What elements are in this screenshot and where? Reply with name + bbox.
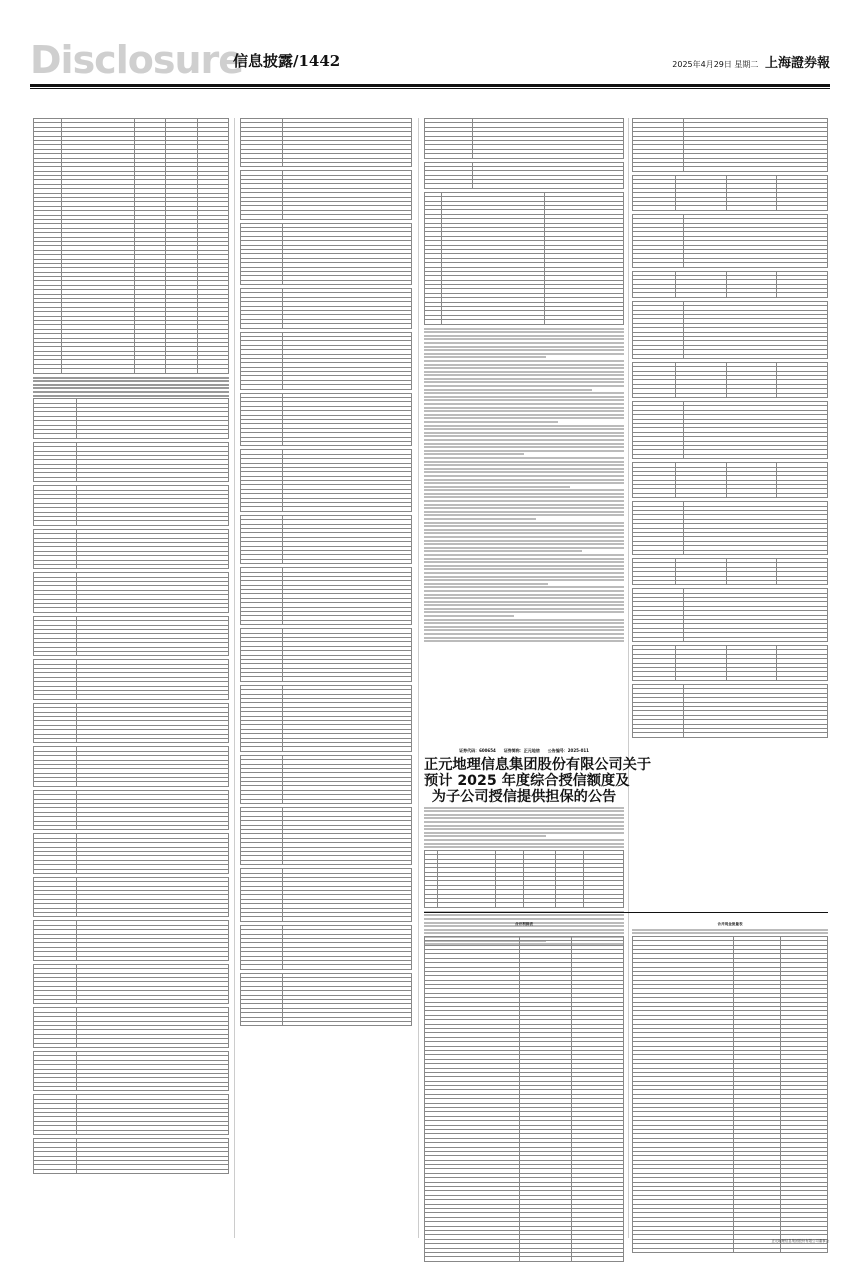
text-line (424, 410, 624, 412)
text-line (424, 843, 624, 845)
info-table (632, 301, 828, 359)
text-line (424, 507, 624, 509)
article-title-line-1: 正元地理信息集团股份有限公司关于 (424, 757, 652, 773)
text-line (424, 331, 624, 333)
text-line (424, 396, 624, 398)
text-line (424, 471, 624, 473)
text-line (424, 633, 624, 635)
income-statement-title: 合并利润表 (515, 922, 533, 926)
text-line (424, 496, 624, 498)
text-line (424, 561, 624, 563)
text-line (424, 335, 624, 337)
info-table (33, 1051, 229, 1092)
info-table (424, 850, 624, 908)
text-line (424, 328, 624, 330)
text-line (424, 576, 624, 578)
info-table (240, 332, 412, 390)
text-line (424, 615, 514, 617)
info-table (424, 936, 624, 1262)
text-line (424, 640, 624, 642)
text-line (424, 550, 582, 552)
text-line (424, 432, 624, 434)
info-table (240, 567, 412, 625)
text-line (424, 918, 624, 920)
stock-code-line: 证券代码：600654 证券简称：正元地信 公告编号：2025-011 (459, 748, 589, 753)
text-line (424, 626, 624, 628)
income-statement (424, 922, 624, 1265)
column-1-tables (33, 118, 229, 1177)
text-line (424, 547, 624, 549)
text-line (424, 594, 624, 596)
text-line (424, 338, 624, 340)
issue-date: 2025年4月29日 星期二 (672, 60, 759, 69)
text-line (424, 572, 624, 574)
text-line (33, 387, 229, 389)
text-line (632, 929, 828, 931)
section-name: 信息披露 (233, 52, 294, 70)
info-table (240, 515, 412, 564)
info-table (33, 964, 229, 1005)
text-line (424, 590, 624, 592)
text-line (424, 425, 624, 427)
article-title-line-2: 预计 2025 年度综合授信额度及 (424, 773, 630, 789)
text-line (424, 932, 624, 934)
text-line (424, 814, 624, 816)
text-line (424, 514, 624, 516)
info-table (33, 877, 229, 918)
info-table (424, 162, 624, 189)
info-table (424, 192, 624, 325)
info-table (632, 214, 828, 268)
text-line (424, 629, 624, 631)
text-line (424, 619, 624, 621)
text-line (424, 604, 624, 606)
section-title-cn (233, 50, 340, 71)
text-line (424, 407, 624, 409)
info-table (632, 362, 828, 398)
text-line (424, 608, 624, 610)
info-table (33, 833, 229, 874)
info-table (240, 868, 412, 922)
text-line (424, 389, 592, 391)
text-line (424, 821, 624, 823)
text-line (33, 391, 229, 393)
info-table (240, 118, 412, 167)
text-line (424, 385, 624, 387)
article-title-line-3: 为子公司授信提供担保的公告 (431, 789, 617, 805)
text-line (424, 558, 624, 560)
text-line (424, 446, 624, 448)
column-4-tables (632, 118, 828, 741)
info-table (240, 973, 412, 1027)
text-line (424, 601, 624, 603)
text-line (424, 349, 624, 351)
page-number: /1442 (293, 52, 341, 70)
text-line (424, 399, 624, 401)
text-line (424, 461, 624, 463)
text-line (424, 518, 536, 520)
text-line (424, 810, 624, 812)
text-line (424, 468, 624, 470)
info-table (33, 1138, 229, 1174)
info-table (632, 271, 828, 298)
info-table (424, 118, 624, 159)
info-table (33, 572, 229, 613)
text-line (424, 536, 624, 538)
info-table (33, 790, 229, 831)
text-line (424, 475, 624, 477)
info-table (632, 462, 828, 498)
masthead-rule (30, 84, 830, 87)
info-table (240, 807, 412, 865)
text-line (424, 807, 624, 809)
text-line (424, 493, 624, 495)
info-table (33, 703, 229, 744)
text-line (424, 532, 624, 534)
text-line (424, 464, 624, 466)
text-line (424, 500, 624, 502)
text-line (424, 597, 624, 599)
text-line (424, 374, 624, 376)
info-table (240, 449, 412, 511)
column-divider (418, 118, 419, 1238)
text-line (424, 839, 624, 841)
text-line (33, 384, 229, 386)
info-table (240, 755, 412, 804)
text-line (424, 378, 624, 380)
text-line (424, 611, 624, 613)
info-table (33, 398, 229, 439)
text-line (424, 364, 624, 366)
info-table (632, 401, 828, 459)
info-table (240, 223, 412, 285)
text-line (424, 482, 624, 484)
column-2-tables (240, 118, 412, 1029)
masthead (30, 38, 830, 82)
text-line (424, 568, 624, 570)
text-line (424, 417, 624, 419)
text-line (424, 356, 546, 358)
info-table (33, 485, 229, 526)
section-title-en: Disclosure (30, 38, 244, 82)
info-table (632, 684, 828, 738)
info-table (240, 393, 412, 447)
text-line (424, 586, 624, 588)
text-line (424, 579, 624, 581)
text-line (424, 914, 624, 916)
issue-info (672, 52, 830, 71)
info-table (240, 685, 412, 752)
text-line (424, 543, 624, 545)
text-line (424, 504, 624, 506)
text-line (424, 565, 624, 567)
text-line (424, 525, 624, 527)
text-line (424, 846, 624, 848)
info-table (240, 170, 412, 219)
text-line (424, 828, 624, 830)
info-table (632, 501, 828, 555)
text-line (424, 353, 624, 355)
text-line (424, 622, 624, 624)
text-line (424, 540, 624, 542)
text-line (424, 835, 546, 837)
info-table (33, 920, 229, 961)
text-line (424, 367, 624, 369)
info-table (632, 118, 828, 172)
text-line (632, 932, 828, 934)
info-table (632, 558, 828, 585)
text-line (424, 453, 524, 455)
text-line (424, 637, 624, 639)
text-line (33, 380, 229, 382)
info-table (33, 616, 229, 657)
text-line (424, 371, 624, 373)
text-line (424, 486, 570, 488)
text-line (424, 583, 548, 585)
cash-flow-statement-title: 合并现金流量表 (717, 922, 743, 926)
info-table (33, 1007, 229, 1048)
text-line (424, 421, 558, 423)
info-table (632, 175, 828, 211)
text-line (424, 489, 624, 491)
text-line (424, 342, 624, 344)
info-table (632, 588, 828, 642)
info-table (240, 288, 412, 329)
info-table (33, 746, 229, 787)
text-line (33, 395, 229, 397)
text-line (424, 403, 624, 405)
column-divider (628, 118, 629, 1238)
text-line (424, 450, 624, 452)
info-table (33, 1094, 229, 1135)
text-line (33, 377, 229, 379)
paper-logo: 上海證券報 (764, 56, 830, 71)
info-table (240, 925, 412, 970)
info-table (240, 628, 412, 682)
info-table (33, 118, 229, 374)
section-divider (424, 912, 828, 913)
text-line (424, 929, 624, 931)
masthead-rule-thin (30, 88, 830, 89)
text-line (424, 435, 624, 437)
footer-signature: 正元地理信息集团股份有限公司董事会 (771, 1239, 829, 1243)
text-line (424, 522, 624, 524)
text-line (424, 554, 624, 556)
text-line (424, 832, 624, 834)
info-table (632, 645, 828, 681)
text-line (424, 428, 624, 430)
text-line (424, 392, 624, 394)
info-table (632, 936, 828, 1253)
text-line (424, 479, 624, 481)
text-line (424, 346, 624, 348)
text-line (424, 381, 624, 383)
feature-article (424, 748, 652, 947)
text-line (424, 414, 624, 416)
info-table (33, 659, 229, 700)
text-line (424, 529, 624, 531)
cash-flow-statement (632, 922, 828, 1256)
info-table (33, 442, 229, 483)
column-divider (234, 118, 235, 1238)
text-line (424, 360, 624, 362)
text-line (424, 511, 624, 513)
text-line (424, 443, 624, 445)
text-line (424, 825, 624, 827)
info-table (33, 529, 229, 570)
text-line (424, 457, 624, 459)
column-3-tables (424, 118, 624, 644)
text-line (424, 439, 624, 441)
text-line (424, 817, 624, 819)
